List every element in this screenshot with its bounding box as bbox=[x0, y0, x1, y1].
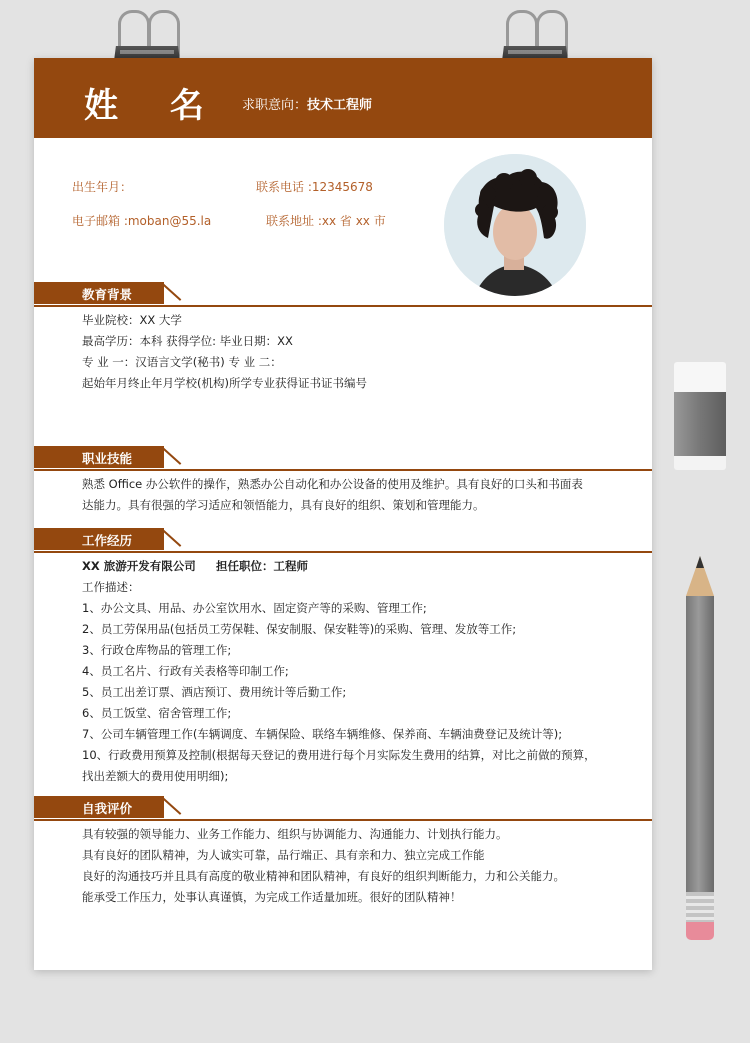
pencil-icon bbox=[686, 556, 714, 944]
education-line: 毕业院校：XX 大学 bbox=[82, 313, 182, 327]
company-name: XX 旅游开发有限公司 bbox=[82, 559, 196, 573]
resume-header bbox=[34, 58, 652, 138]
skills-line: 熟悉 Office 办公软件的操作，熟悉办公自动化和办公设备的使用及维护。具有良好的口头和书面表 bbox=[82, 477, 583, 491]
experience-line: 找出差额大的费用使用明细); bbox=[82, 769, 229, 783]
education-line: 起始年月终止年月学校(机构)所学专业获得证书证书编号 bbox=[82, 376, 367, 390]
section-experience-header bbox=[34, 528, 652, 554]
section-education-title: 教育背景 bbox=[82, 287, 133, 302]
job-intent bbox=[242, 94, 372, 113]
birth-date: 出生年月： bbox=[72, 180, 133, 194]
experience-line: 2、员工劳保用品(包括员工劳保鞋、保安制服、保安鞋等)的采购、管理、发放等工作; bbox=[82, 622, 517, 636]
job-intent-value: 技术工程师 bbox=[307, 98, 373, 113]
skills-line: 达能力。具有很强的学习适应和领悟能力，具有良好的组织、策划和管理能力。 bbox=[82, 498, 485, 512]
email-address: 电子邮箱 :moban@55.la bbox=[72, 214, 212, 228]
experience-line: 5、员工出差订票、酒店预订、费用统计等后勤工作; bbox=[82, 685, 347, 699]
experience-line: 7、公司车辆管理工作(车辆调度、车辆保险、联络车辆维修、保养商、车辆油费登记及统计等); bbox=[82, 727, 563, 741]
job-intent-label: 求职意向： bbox=[242, 98, 308, 113]
experience-line: 3、行政仓库物品的管理工作; bbox=[82, 643, 232, 657]
avatar bbox=[444, 154, 586, 296]
experience-line: 1、办公文具、用品、办公室饮用水、固定资产等的采购、管理工作; bbox=[82, 601, 427, 615]
experience-line: 4、员工名片、行政有关表格等印制工作; bbox=[82, 664, 289, 678]
section-skills-title: 职业技能 bbox=[82, 451, 133, 466]
resume-page bbox=[34, 58, 652, 970]
education-line: 专 业 一：汉语言文学(秘书) 专 业 二： bbox=[82, 355, 282, 369]
self-evaluation-line: 良好的沟通技巧并且具有高度的敬业精神和团队精神，有良好的组织判断能力，力和公关能力。 bbox=[82, 869, 565, 883]
eraser-icon bbox=[674, 362, 726, 470]
name-title: 姓 名 bbox=[84, 86, 224, 126]
experience-line: 6、员工饭堂、宿舍管理工作; bbox=[82, 706, 232, 720]
avatar-photo bbox=[444, 154, 586, 296]
self-evaluation-line: 具有较强的领导能力、业务工作能力、组织与协调能力、沟通能力、计划执行能力。 bbox=[82, 827, 508, 841]
section-education-header bbox=[34, 282, 652, 308]
section-self-title: 自我评价 bbox=[82, 801, 133, 816]
section-experience-title: 工作经历 bbox=[82, 533, 133, 548]
self-evaluation-line: 能承受工作压力，处事认真谨慎，为完成工作适量加班。很好的团队精神！ bbox=[82, 890, 462, 904]
education-line: 最高学历：本科 获得学位: 毕业日期：XX bbox=[82, 334, 293, 348]
experience-line: 工作描述： bbox=[82, 580, 140, 594]
section-skills-header bbox=[34, 446, 652, 472]
phone-number: 联系电话 :12345678 bbox=[256, 180, 373, 194]
position-title: 担任职位：工程师 bbox=[216, 559, 308, 573]
self-evaluation-line: 具有良好的团队精神，为人诚实可靠，品行端正、具有亲和力、独立完成工作能 bbox=[82, 848, 485, 862]
experience-line: 10、行政费用预算及控制(根据每天登记的费用进行每个月实际发生费用的结算，对比之前做的预算， bbox=[82, 748, 596, 762]
section-self-header bbox=[34, 796, 652, 822]
contact-address: 联系地址 :xx 省 xx 市 bbox=[266, 214, 386, 228]
